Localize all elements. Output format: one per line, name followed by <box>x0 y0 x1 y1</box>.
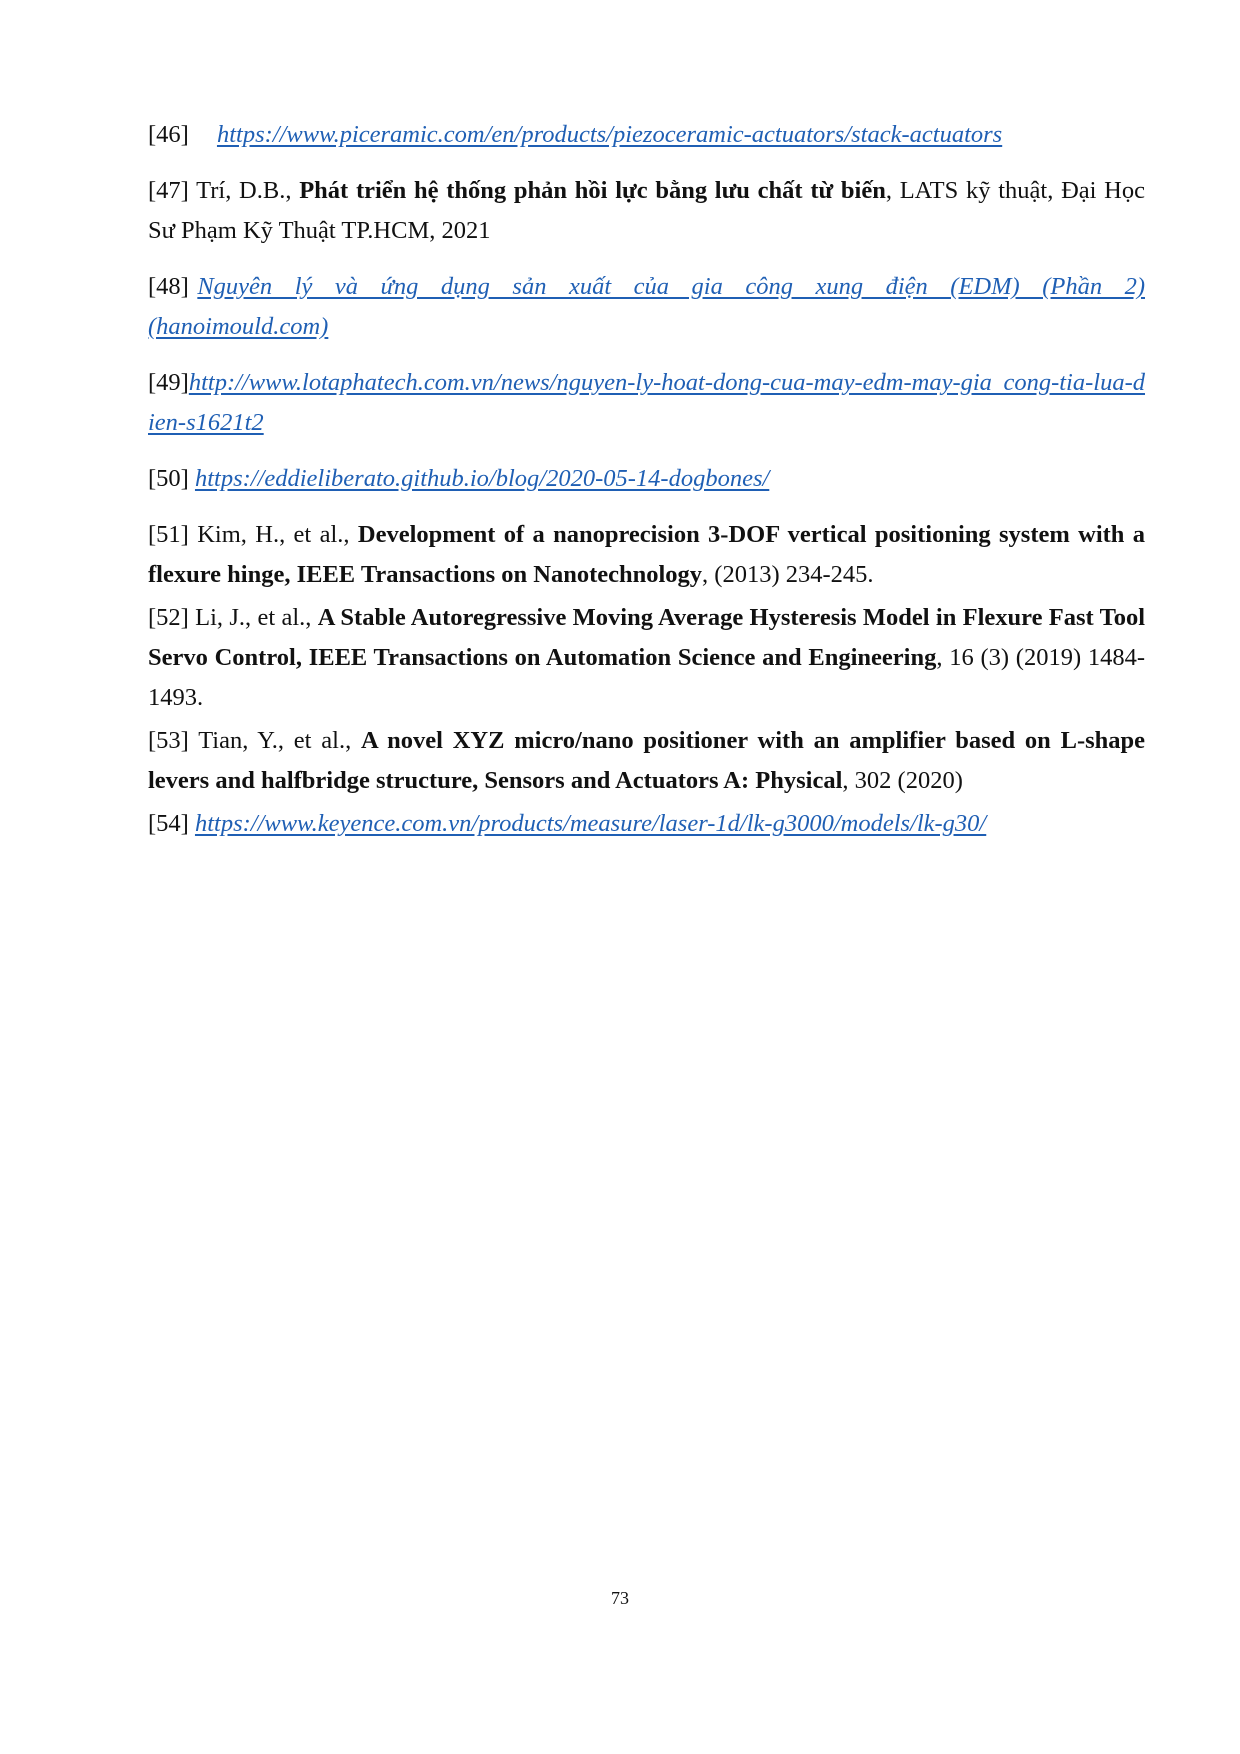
reference-link[interactable]: https://www.keyence.com.vn/products/measure/laser-1d/lk-g3000/models/lk-g30/ <box>194 810 987 837</box>
reference-title: A Stable Autoregressive Moving Average Hysteresis Model in Flexure Fast Tool Servo Control, IEEE Transactions on Automation Science and Engineering <box>148 604 1146 671</box>
reference-54 <box>148 804 1145 844</box>
reference-number: [48] <box>148 273 189 300</box>
reference-53 <box>148 721 1145 801</box>
reference-authors: Kim, H., et al., <box>197 521 350 548</box>
reference-51 <box>148 515 1145 595</box>
reference-number: [51] <box>148 521 189 548</box>
reference-title: Phát triển hệ thống phản hồi lực bằng lưu chất từ biến <box>299 177 886 204</box>
reference-number: [50] <box>148 465 189 492</box>
reference-number: [49] <box>148 369 189 396</box>
reference-number: [47] <box>148 177 189 204</box>
reference-authors: Trí, D.B., <box>196 177 292 204</box>
reference-link[interactable]: https://eddieliberato.github.io/blog/2020-05-14-dogbones/ <box>194 465 770 492</box>
reference-link[interactable]: Nguyên lý và ứng dụng sản xuất của gia công xung điện (EDM) (Phần 2) (hanoimould.com) <box>148 273 1145 340</box>
page-number: 73 <box>611 1588 629 1608</box>
reference-number: [53] <box>148 727 189 754</box>
reference-details: , LATS kỹ thuật, Đại Học Sư Phạm Kỹ Thuật TP.HCM, 2021 <box>148 177 1146 244</box>
reference-50 <box>148 459 1145 499</box>
reference-link[interactable]: http://www.lotaphatech.com.vn/news/nguyen-ly-hoat-dong-cua-may-edm-may-gia cong-tia-lua-dien-s1621t2 <box>148 369 1145 436</box>
reference-details: , 302 (2020) <box>842 767 963 794</box>
reference-authors: Li, J., et al., <box>195 604 312 631</box>
reference-authors: Tian, Y., et al., <box>198 727 352 754</box>
reference-details: , (2013) 234-245. <box>702 561 874 588</box>
reference-title: A novel XYZ micro/nano positioner with an amplifier based on L-shape levers and halfbridge structure, Sensors and Actuators A: Physical <box>148 727 1146 794</box>
reference-48 <box>148 267 1145 347</box>
reference-number: [54] <box>148 810 189 837</box>
reference-number: [52] <box>148 604 189 631</box>
reference-details: , 16 (3) (2019) 1484-1493. <box>148 644 1146 711</box>
reference-46 <box>148 115 1145 155</box>
reference-number: [46] <box>148 121 189 148</box>
reference-47 <box>148 171 1145 251</box>
reference-link[interactable]: https://www.piceramic.com/en/products/piezoceramic-actuators/stack-actuators <box>216 121 1003 148</box>
reference-52 <box>148 598 1145 718</box>
reference-49 <box>148 363 1145 443</box>
reference-title: Development of a nanoprecision 3-DOF vertical positioning system with a flexure hinge, IEEE Transactions on Nanotechnology <box>148 521 1146 588</box>
reference-list <box>148 115 1145 844</box>
